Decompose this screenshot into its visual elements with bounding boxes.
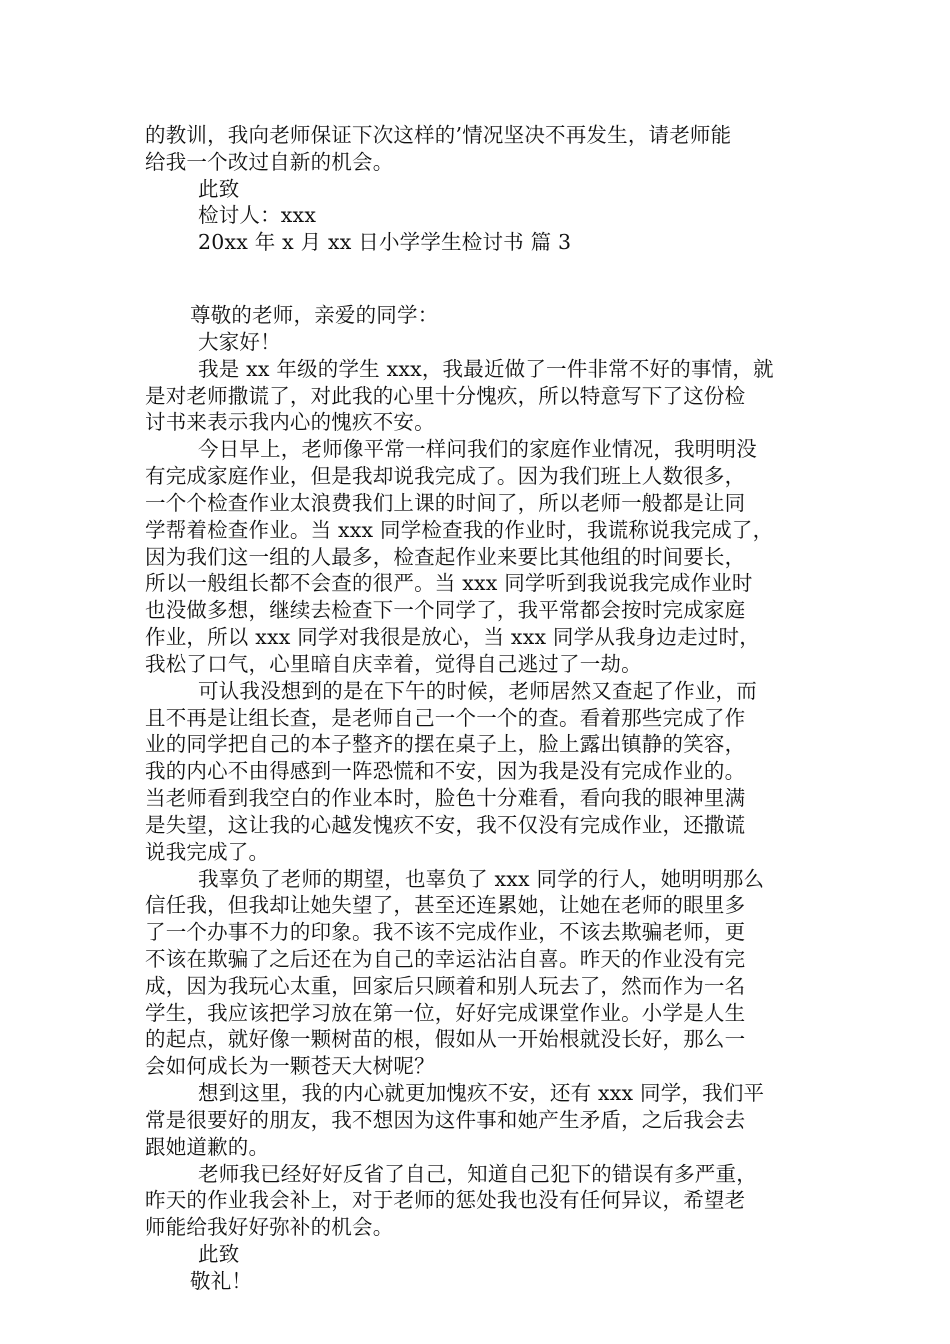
text-line: 常是很要好的朋友，我不想因为这件事和她产生矛盾，之后我会去 — [145, 1108, 746, 1132]
text-line: 会如何成长为一颗苍天大树呢？ — [145, 1054, 435, 1078]
text-line: 我松了口气，心里暗自庆幸着，觉得自己逃过了一劫。 — [145, 652, 642, 676]
text-line: 学帮着检查作业。当 xxx 同学检查我的作业时，我谎称说我完成了， — [145, 518, 774, 542]
text-line: 的起点，就好像一颗树苗的根，假如从一开始根就没长好，那么一 — [145, 1027, 746, 1051]
text-line: 所以一般组长都不会查的很严。当 xxx 同学听到我说我完成作业时 — [145, 571, 753, 595]
text-line: 了一个办事不力的印象。我不该不完成作业，不该去欺骗老师，更 — [145, 920, 746, 944]
text-line: 作业，所以 xxx 同学对我很是放心，当 xxx 同学从我身边走过时， — [145, 625, 760, 649]
signature-line: 检讨人：xxx — [198, 203, 317, 227]
text-line: 且不再是让组长查，是老师自己一个一个的查。看着那些完成了作 — [145, 706, 746, 730]
text-line: 我的内心不由得感到一阵恐慌和不安，因为我是没有完成作业的。 — [145, 759, 746, 783]
text-line: 想到这里，我的内心就更加愧疚不安，还有 xxx 同学，我们平 — [198, 1081, 765, 1105]
closing-salutation: 此致 — [198, 1242, 240, 1266]
text-line: 昨天的作业我会补上，对于老师的惩处我也没有任何异议，希望老 — [145, 1188, 746, 1212]
text-line: 当老师看到我空白的作业本时，脸色十分难看，看向我的眼神里满 — [145, 786, 746, 810]
text-line: 老师我已经好好反省了自己，知道自己犯下的错误有多严重， — [198, 1162, 757, 1186]
greeting-line: 尊敬的老师，亲爱的同学： — [190, 303, 439, 327]
text-line: 是对老师撒谎了，对此我的心里十分愧疚，所以特意写下了这份检 — [145, 384, 746, 408]
text-line: 说我完成了。 — [145, 840, 270, 864]
text-line: 学生，我应该把学习放在第一位，好好完成课堂作业。小学是人生 — [145, 1001, 746, 1025]
text-line: 成，因为我玩心太重，回家后只顾着和别人玩去了，然而作为一名 — [145, 974, 746, 998]
text-line: 也没做多想，继续去检查下一个同学了，我平常都会按时完成家庭 — [145, 598, 746, 622]
text-line: 的教训，我向老师保证下次这样的’情况坚决不再发生，请老师能 — [145, 123, 732, 147]
text-line: 今日早上，老师像平常一样问我们的家庭作业情况，我明明没 — [198, 437, 757, 461]
text-line: 不该在欺骗了之后还在为自己的幸运沾沾自喜。昨天的作业没有完 — [145, 947, 746, 971]
text-line: 给我一个改过自新的机会。 — [145, 150, 394, 174]
text-line: 因为我们这一组的人最多，检查起作业来要比其他组的时间要长， — [145, 545, 746, 569]
text-line: 我辜负了老师的期望，也辜负了 xxx 同学的行人，她明明那么 — [198, 867, 765, 891]
date-and-section-title: 20xx 年 x 月 xx 日小学学生检讨书 篇 3 — [198, 230, 572, 254]
text-line: 业的同学把自己的本子整齐的摆在桌子上，脸上露出镇静的笑容， — [145, 732, 746, 756]
closing-regards: 敬礼！ — [190, 1269, 253, 1293]
text-line: 可认我没想到的是在下午的时候，老师居然又查起了作业，而 — [198, 679, 757, 703]
text-line: 师能给我好好弥补的机会。 — [145, 1215, 394, 1239]
closing-salutation: 此致 — [198, 177, 240, 201]
text-line: 一个个检查作业太浪费我们上课的时间了，所以老师一般都是让同 — [145, 491, 746, 515]
text-line: 是失望，这让我的心越发愧疚不安，我不仅没有完成作业，还撒谎 — [145, 813, 746, 837]
text-line: 我是 xx 年级的学生 xxx，我最近做了一件非常不好的事情，就 — [198, 357, 774, 381]
text-line: 讨书来表示我内心的愧疚不安。 — [145, 410, 435, 434]
text-line: 信任我，但我却让她失望了，甚至还连累她，让她在老师的眼里多 — [145, 893, 746, 917]
greeting-line: 大家好！ — [198, 330, 281, 354]
text-line: 有完成家庭作业，但是我却说我完成了。因为我们班上人数很多， — [145, 464, 746, 488]
text-line: 跟她道歉的。 — [145, 1135, 270, 1159]
